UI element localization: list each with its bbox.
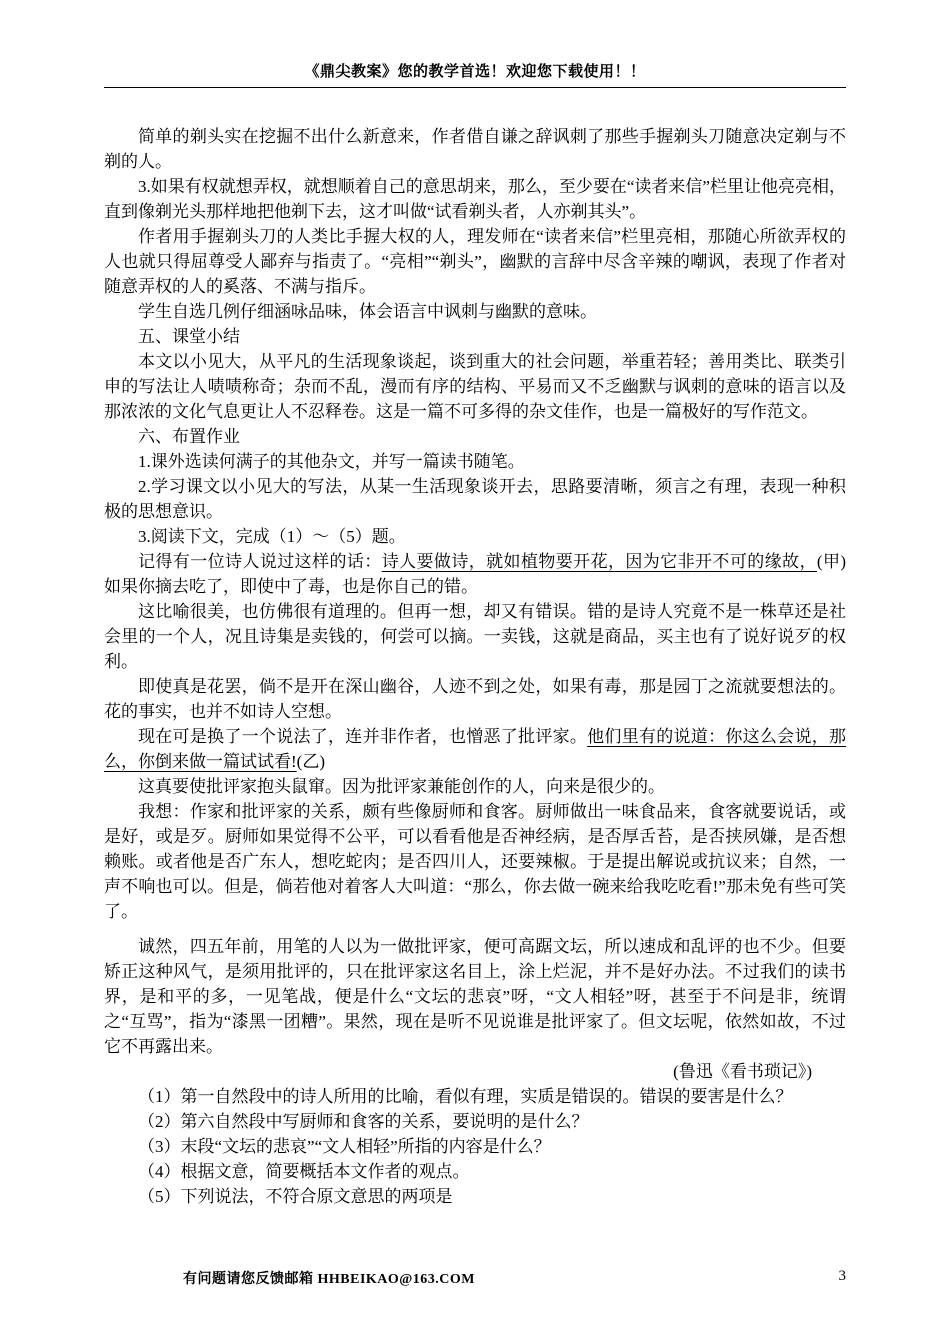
attribution (104, 1059, 846, 1084)
para-point-3 (104, 174, 846, 224)
page-footer (104, 1268, 846, 1292)
question-3 (104, 1134, 846, 1159)
text-segment: （3）末段“文坛的悲哀”“文人相轻”所指的内容是什么？ (138, 1137, 551, 1156)
heading-homework (104, 424, 846, 449)
text-segment: 2.学习课文以小见大的写法，从某一生活现象谈开去，思路要清晰，须言之有理，表现一种积极的思想意识。 (104, 477, 846, 521)
text-segment: 即使真是花罢，倘不是开在深山幽谷，人迹不到之处，如果有毒，那是园丁之流就要想法的。花的事实，也并不如诗人空想。 (104, 677, 846, 721)
text-segment: 诚然，四五年前，用笔的人以为一做批评家，便可高踞文坛，所以速成和乱评的也不少。但要矫正这种风气，是须用批评的，只在批评家这名目上，涂上烂泥，并不是好办法。不过我们的读书界，是和平的多，一见笔战，便是什么“文坛的悲哀”呀，“文人相轻”呀，甚至于不问是非，统谓之“互骂”，指为“漆黑一团糟”。果然，现在是听不见说谁是批评家了。但文坛呢，依然如故，不过它不再露出来。 (104, 937, 846, 1056)
reading-para-1 (104, 549, 846, 599)
header-title: 《鼎尖教案》您的教学首选！欢迎您下载使用！！ (304, 64, 646, 80)
assignment-1 (104, 449, 846, 474)
underlined-text: 他们里有的说道：你这么会说，那么，你倒来做一篇试试看! (104, 727, 847, 771)
text-segment: 我想：作家和批评家的关系，颇有些像厨师和食客。厨师做出一味食品来，食客就要说话，或是好，或是歹。厨师如果觉得不公平，可以看看他是否神经病，是否厚舌苔，是否挟夙嫌，是否想赖账。或者他是否广东人，想吃蛇肉；是否四川人，还要辣椒。于是提出解说或抗议来；自然，一声不响也可以。但是，倘若他对着客人大叫道：“那么，你去做一碗来给我吃吃看!”那未免有些可笑了。 (104, 802, 846, 921)
text-segment: （5）下列说法，不符合原文意思的两项是 (138, 1187, 453, 1206)
text-segment: 五、课堂小结 (138, 327, 240, 346)
text-segment: 简单的剃头实在挖掘不出什么新意来，作者借自谦之辞讽刺了那些手握剃头刀随意决定剃与不剃的人。 (104, 127, 846, 171)
question-2 (104, 1109, 846, 1134)
text-segment: 这比喻很美，也仿佛很有道理的。但再一想，却又有错误。错的是诗人究竟不是一株草还是社会里的一个人，况且诗集是卖钱的，何尝可以摘。一卖钱，这就是商品，买主也有了说好说歹的权利。 (104, 602, 846, 671)
reading-para-5 (104, 774, 846, 799)
text-segment: 3.如果有权就想弄权，就想顺着自己的意思胡来，那么，至少要在“读者来信”栏里让他亮亮相，直到像剃光头那样地把他剃下去，这才叫做“试看剃头者，人亦剃其头”。 (104, 177, 846, 221)
page-number: 3 (838, 1268, 846, 1284)
text-segment: (乙) (296, 752, 325, 771)
para-shaving-comment (104, 124, 846, 174)
text-segment: 记得有一位诗人说过这样的话： (138, 552, 382, 571)
heading-class-summary (104, 324, 846, 349)
document-body (104, 124, 846, 1209)
text-segment: 现在可是换了一个说法了，连并非作者，也憎恶了批评家。 (138, 727, 588, 746)
reading-para-2 (104, 599, 846, 674)
text-segment: (甲)如果你摘去吃了，即使中了毒，也是你自己的错。 (104, 552, 847, 596)
reading-para-3 (104, 674, 846, 724)
text-segment: 3.阅读下文，完成（1）～（5）题。 (138, 527, 406, 546)
question-1 (104, 1084, 846, 1109)
text-segment: 1.课外选读何满子的其他杂文，并写一篇读书随笔。 (138, 452, 525, 471)
question-4 (104, 1159, 846, 1184)
reading-para-6 (104, 799, 846, 924)
assignment-3 (104, 524, 846, 549)
para-student-activity (104, 299, 846, 324)
assignment-2 (104, 474, 846, 524)
text-segment: 这真要使批评家抱头鼠窜。因为批评家兼能创作的人，向来是很少的。 (138, 777, 665, 796)
text-segment: (鲁迅《看书琐记》) (673, 1062, 812, 1081)
reading-para-7 (104, 934, 846, 1059)
text-segment: 六、布置作业 (138, 427, 240, 446)
para-lesson-summary (104, 349, 846, 424)
reading-para-4 (104, 724, 846, 774)
question-5 (104, 1184, 846, 1209)
para-author-analogy (104, 224, 846, 299)
page-header (104, 60, 846, 88)
text-segment: 本文以小见大，从平凡的生活现象谈起，谈到重大的社会问题，举重若轻；善用类比、联类引申的写法让人啧啧称奇；杂而不乱，漫而有序的结构、平易而又不乏幽默与讽刺的意味的语言以及那浓浓的文化气息更让人不忍释卷。这是一篇不可多得的杂文佳作，也是一篇极好的写作范文。 (104, 352, 846, 421)
text-segment: （2）第六自然段中写厨师和食客的关系，要说明的是什么？ (138, 1112, 589, 1131)
underlined-text: 诗人要做诗，就如植物要开花，因为它非开不可的缘故， (381, 552, 817, 571)
text-segment: （1）第一自然段中的诗人所用的比喻，看似有理，实质是错误的。错误的要害是什么？ (138, 1087, 793, 1106)
text-segment: （4）根据文意，简要概括本文作者的观点。 (138, 1162, 470, 1181)
footer-contact: 有问题请您反馈邮箱 HHBEIKAO@163.COM (182, 1272, 476, 1287)
text-segment: 学生自选几例仔细涵咏品味，体会语言中讽刺与幽默的意味。 (138, 302, 597, 321)
text-segment: 作者用手握剃头刀的人类比手握大权的人，理发师在“读者来信”栏里亮相，那随心所欲弄权的人也就只得屈尊受人鄙弃与指责了。“亮相”“剃头”，幽默的言辞中尽含辛辣的嘲讽，表现了作者对随意弄权的人的奚落、不满与指斥。 (104, 227, 846, 296)
